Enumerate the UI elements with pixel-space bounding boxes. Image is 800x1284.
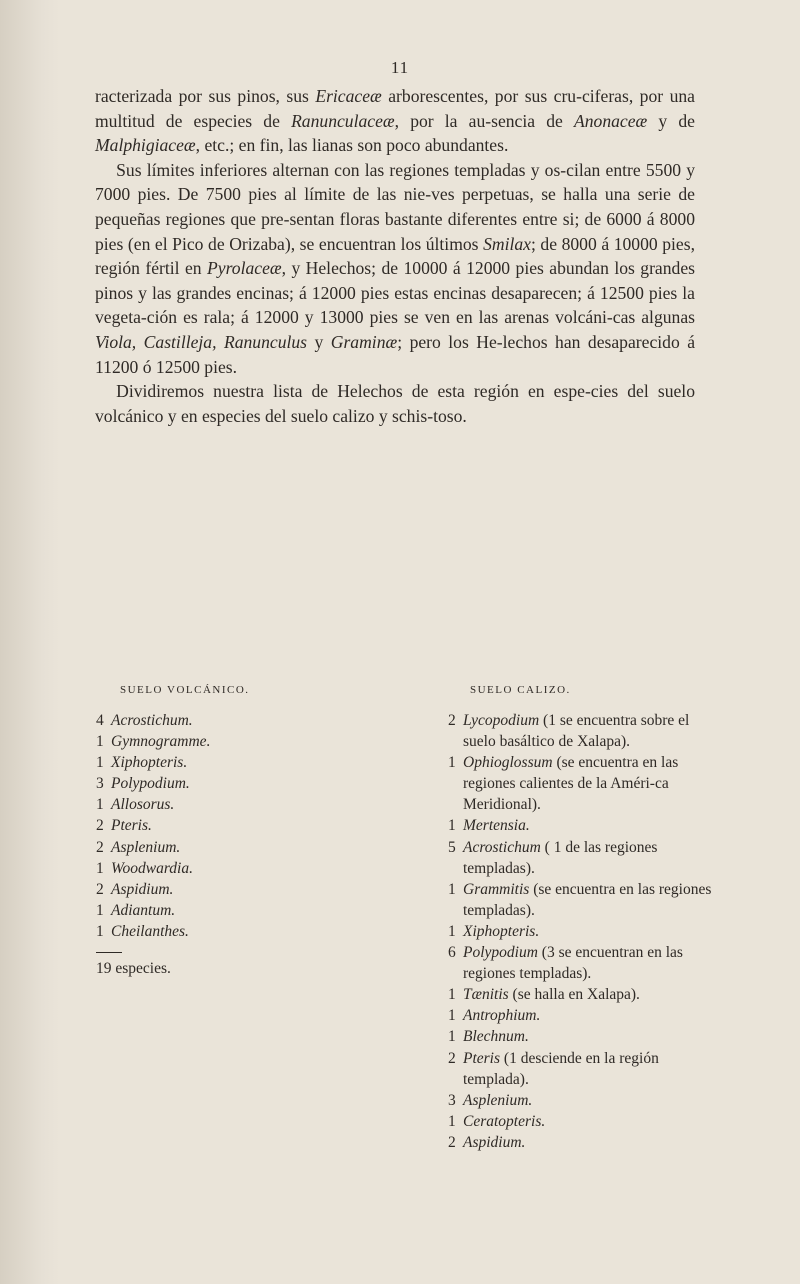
species-count: 1 [96,901,104,919]
limestone-soil-list [448,710,718,1153]
genus-name: Xiphopteris. [111,754,188,772]
italic-term: Graminæ [330,331,398,352]
genus-note: (1 se encuentra sobre el suelo basáltico de Xalapa). [463,712,690,751]
list-item [96,815,326,836]
paragraph [95,158,695,379]
species-count: 2 [448,1133,456,1151]
genus-name: Acrostichum. [111,712,193,729]
genus-name: Polypodium [463,944,538,962]
text-run: ; pero los He-lechos han desaparecido á 11200 ó 12500 pies. [95,331,696,377]
list-item [448,1026,718,1047]
italic-term: Malphigiaceæ [95,135,196,156]
genus-name: Lycopodium [463,712,540,729]
genus-name: Grammitis [463,880,530,898]
page-gutter-shadow [0,0,60,1284]
text-run: y [307,331,331,352]
genus-name: Aspidium. [111,880,174,898]
entry-text [463,942,718,984]
entry-text [463,879,718,921]
genus-name: Allosorus. [111,796,175,814]
entry-text [463,710,718,752]
text-run: ; de 8000 á 10000 pies, región fértil en [95,233,695,279]
entry-text [463,1048,718,1090]
genus-name: Adiantum. [111,901,176,919]
genus-name: Woodwardia. [111,859,193,877]
genus-name: Pteris. [111,817,152,835]
text-run: , etc.; en fin, las lianas son poco abundantes. [195,135,509,156]
text-run: Dividiremos nuestra lista de Helechos de esta región en espe-cies del suelo volcánico y en especies del suelo calizo y schis-toso. [95,381,695,426]
list-item [448,815,718,836]
list-item [448,942,718,984]
species-count: 1 [448,880,456,898]
species-count: 1 [96,859,104,877]
species-count: 1 [96,754,104,772]
species-count: 1 [448,817,456,835]
species-count: 3 [96,775,104,793]
genus-name: Ophioglossum [463,754,553,772]
species-count: 1 [96,796,104,814]
genus-name: Pteris [463,1049,501,1067]
species-count: 1 [448,922,456,940]
text-run: , por la au-sencia de [394,110,574,131]
genus-name: Blechnum. [463,1028,529,1046]
species-count: 2 [96,880,104,898]
genus-note: (3 se encuentran en las regiones templadas). [463,944,683,983]
italic-term: Smilax [483,233,531,254]
body-text [95,84,695,428]
entry-text [463,752,718,815]
text-run: racterizada por sus pinos, sus [95,86,316,106]
list-item [448,1005,718,1026]
list-item [96,837,326,858]
paragraph [95,84,695,158]
genus-name: Gymnogramme. [111,733,211,751]
genus-name: Tænitis [463,986,509,1004]
species-count: 1 [448,1112,456,1130]
list-item [96,921,326,942]
list-item [96,858,326,879]
text-run: Sus límites inferiores alternan con las regiones templadas y os-cilan entre 5500 y 7000 pies. De 7500 pies al límite de las nie-ves perpetuas, se halla una serie de pequeñas regiones que pre-sentan floras bastante diferentes entre si; de 6000 á 8000 pies (en el Pico de Orizaba), se encuentran los últimos [95,159,695,254]
genus-note: (1 desciende en la región templada). [463,1049,659,1088]
species-count: 4 [96,712,104,729]
genus-name: Aspidium. [463,1133,526,1151]
genus-note: ( 1 de las regiones templadas). [463,838,658,877]
list-item [96,794,326,815]
entry-text [463,1090,532,1111]
entry-text [463,921,539,942]
entry-text [463,984,640,1005]
species-count: 2 [96,838,104,856]
genus-name: Mertensia. [463,817,530,835]
right-column-heading: SUELO CALIZO. [470,684,571,696]
list-item [448,1132,718,1153]
species-count: 1 [448,986,456,1004]
species-count: 2 [448,712,456,729]
entry-text [463,837,718,879]
italic-term: Ericaceæ [315,86,382,106]
genus-name: Cheilanthes. [111,922,189,940]
genus-name: Acrostichum [463,838,541,856]
list-item [448,837,718,879]
list-item [448,1111,718,1132]
species-count: 1 [96,733,104,751]
species-count: 1 [448,1028,456,1046]
list-item [96,731,326,752]
species-count: 1 [448,754,456,772]
entry-text [463,1005,540,1026]
text-run: y de [647,110,695,131]
species-count: 1 [448,1007,456,1025]
volcanic-soil-list [96,710,326,979]
paragraph [95,379,695,428]
text-run: , y Helechos; de 10000 á 12000 pies abundan los grandes pinos y las grandes encinas; á 12000 pies estas encinas desaparecen; á 12500 pies la vegeta-ción es rala; á 12000 y 13000 pies se ven en las arenas volcáni-cas algunas [95,258,695,328]
species-count: 5 [448,838,456,856]
left-column-heading: SUELO VOLCÁNICO. [120,684,250,696]
genus-name: Asplenium. [111,838,181,856]
list-item [96,879,326,900]
species-count: 1 [96,922,104,940]
species-total: 19 especies. [96,960,171,978]
list-item [96,773,326,794]
list-item [448,879,718,921]
total-rule [96,952,122,953]
entry-text [463,815,530,836]
italic-term: Anonaceæ [573,110,648,131]
entry-text [463,1026,529,1047]
list-item [96,900,326,921]
italic-term: Ranunculaceæ [291,110,395,131]
genus-name: Ceratopteris. [463,1112,546,1130]
list-item [448,1048,718,1090]
list-item [448,710,718,752]
genus-note: (se encuentra en las regiones calientes de la Améri-ca Meridional). [463,754,679,814]
list-item [448,921,718,942]
list-item [96,710,326,731]
list-item [448,984,718,1005]
genus-name: Asplenium. [463,1091,533,1109]
species-count: 2 [96,817,104,835]
species-count: 6 [448,944,456,962]
genus-note: (se halla en Xalapa). [512,986,640,1004]
italic-term: Pyrolaceæ [207,258,282,279]
genus-name: Antrophium. [463,1007,541,1025]
list-item [448,752,718,815]
text-run: arborescentes, por sus cru-ciferas, por una multitud de especies de [95,86,695,131]
entry-text [463,1132,525,1153]
list-item [448,1090,718,1111]
page-number: 11 [390,58,410,77]
genus-name: Xiphopteris. [463,922,540,940]
genus-name: Polypodium. [111,775,190,793]
species-count: 2 [448,1049,456,1067]
genus-note: (se encuentra en las regiones templadas). [463,880,712,919]
list-item [96,752,326,773]
italic-term: Viola, Castilleja, Ranunculus [95,331,308,352]
species-count: 3 [448,1091,456,1109]
entry-text [463,1111,545,1132]
